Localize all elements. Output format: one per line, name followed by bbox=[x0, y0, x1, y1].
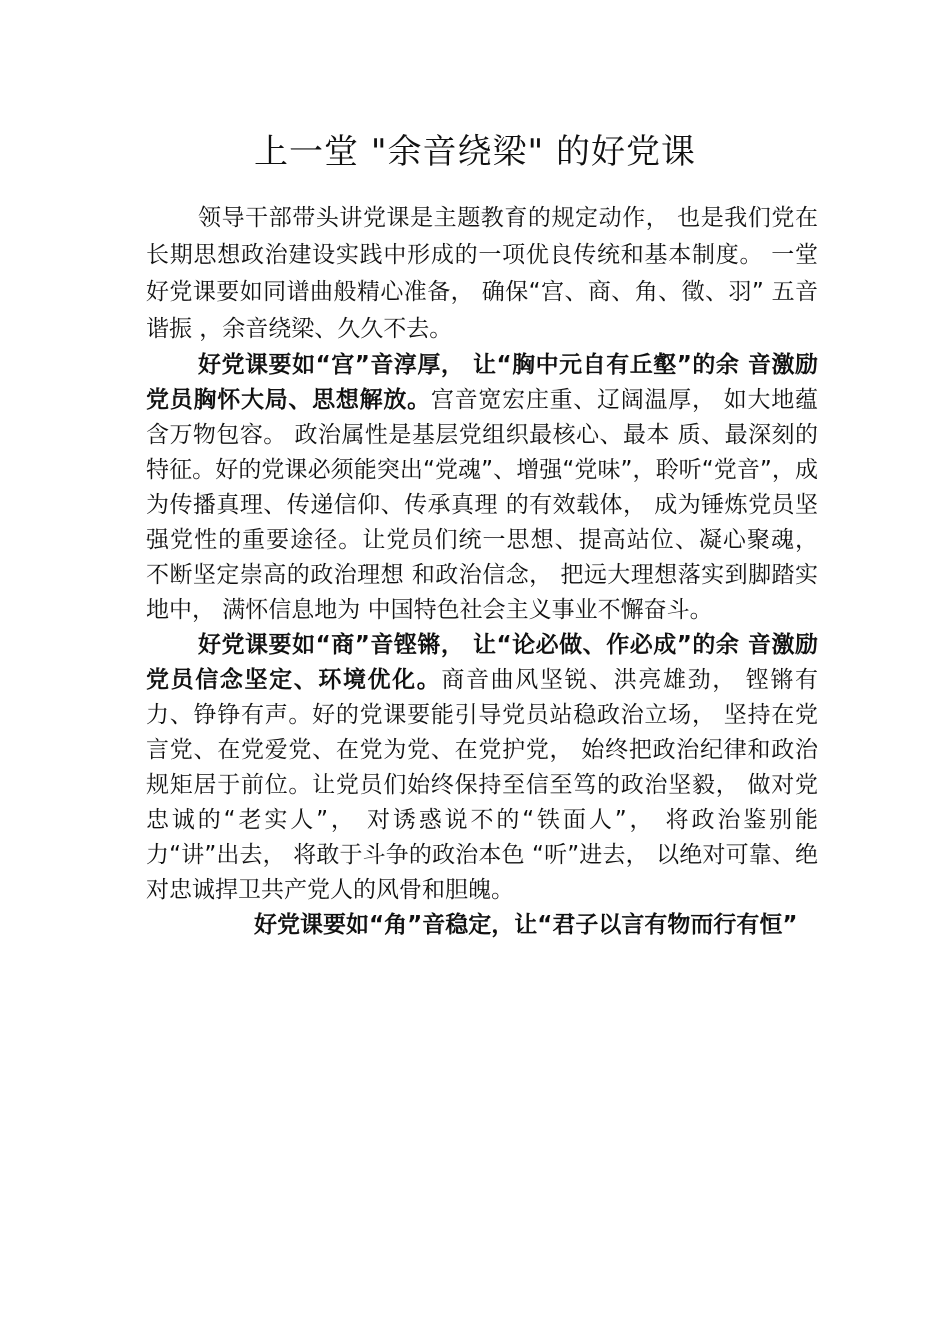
paragraph-shang bbox=[146, 628, 818, 908]
paragraph-text: 宫音宽宏庄重、辽阔温厚， 如大地蕴含万物包容。 政治属性是基层党组织最核心、最本 质、最深刻的特征。好的党课必须能突出“党魂”、增强“党味”，聆听“党音”，成为传播真理、传递信仰、传承真理 的有效载体， 成为锤炼党员坚强党性的重要途径。让党员们统一思想、提高站位、凝心聚魂， 不断坚定崇高的政治理想 和政治信念， 把远大理想落实到脚踏实地中， 满怀信息地为 中国特色社会主义事业不懈奋斗。 bbox=[146, 387, 819, 623]
paragraph-jue bbox=[146, 908, 818, 943]
paragraph-lead: 好党课要如“宫”音淳厚， 让“胸中元自有丘壑”的余 音激励党员胸怀大局、思想解放。 bbox=[146, 352, 818, 413]
document-body bbox=[146, 200, 818, 943]
document-title: 上一堂 "余音绕梁" 的好党课 bbox=[254, 132, 696, 172]
paragraph-text: 领导干部带头讲党课是主题教育的规定动作， 也是我们党在长期思想政治建设实践中形成的一项优良传统和基本制度。 一堂好党课要如同谱曲般精心准备， 确保“宫、商、角、徵、羽” 五音谐振 ，余音绕梁、久久不去。 bbox=[146, 205, 818, 342]
paragraph-lead: 好党课要如“商”音铿锵， 让“论必做、作必成”的余 音激励党员信念坚定、环境优化。 bbox=[146, 632, 818, 693]
paragraph-lead: 好党课要如“角”音稳定，让“君子以言有物而行有恒” bbox=[254, 912, 798, 938]
paragraph-intro bbox=[146, 200, 818, 348]
paragraph-text: 商音曲风坚锐、洪亮雄劲， 铿锵有力、铮铮有声。好的党课要能引导党员站稳政治立场， 坚持在党言党、在党爱党、在党为党、在党护党， 始终把政治纪律和政治规矩居于前位。让党员们始终保持至信至笃的政治坚毅， 做对党忠诚的“老实人”， 对诱惑说不的“铁面人”， 将政治鉴别能力“讲”出去， 将敢于斗争的政治本色 “听”进去， 以绝对可靠、绝对忠诚捍卫共产党人的风骨和胆魄。 bbox=[146, 667, 819, 903]
paragraph-gong bbox=[146, 348, 818, 628]
